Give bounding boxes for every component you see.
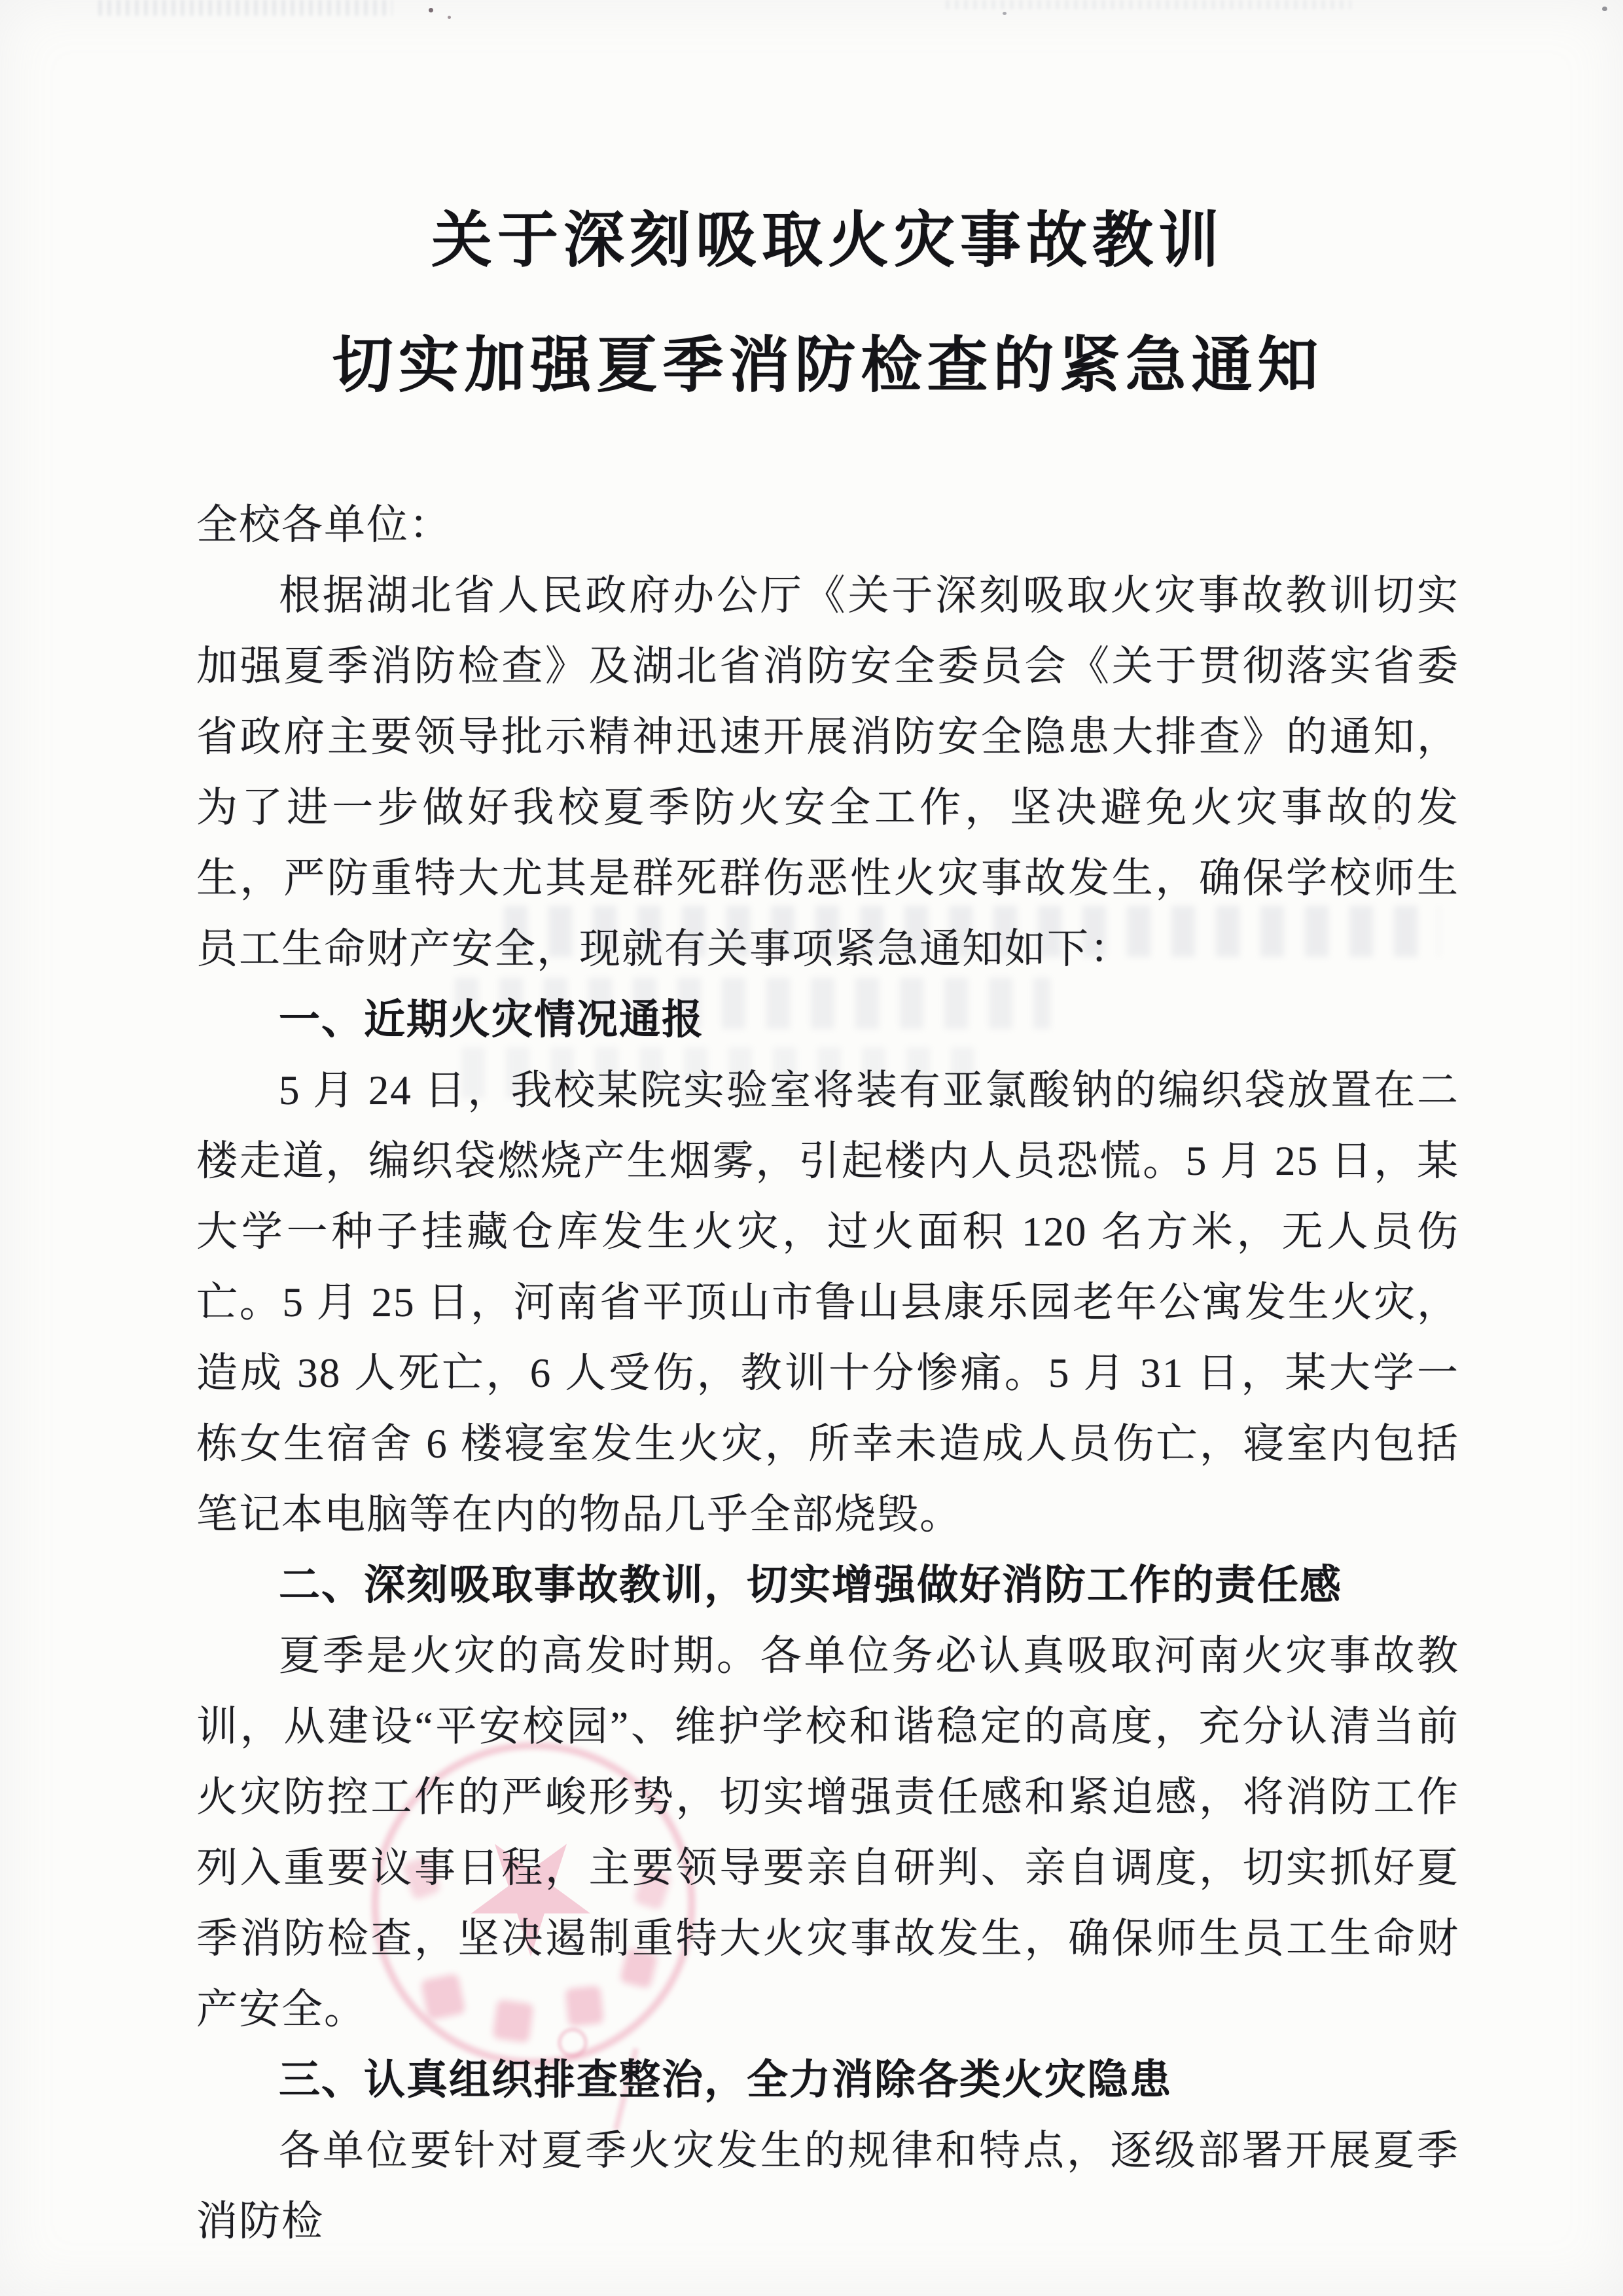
document-title-line-1: 关于深刻吸取火灾事故教训	[431, 207, 1224, 275]
paragraph-fire-incidents: 5 月 24 日，我校某院实验室将装有亚氯酸钠的编织袋放置在二楼走道，编织袋燃烧产生烟雾，引起楼内人员恐慌。5 月 25 日，某大学一种子挂藏仓库发生火灾，过火面积 120 名方米，无人员伤亡。5 月 25 日，河南省平顶山市鲁山县康乐园老年公寓发生火灾，造成 38 人死亡，6 人受伤，教训十分惨痛。5 月 31 日，某大学一栋女生宿舍 6 楼寝室发生火灾，所幸未造成人员伤亡，寝室内包括笔记本电脑等在内的物品几乎全部烧毁。	[196, 1067, 1459, 1537]
paragraph-responsibility: 夏季是火灾的高发时期。各单位务必认真吸取河南火灾事故教训，从建设“平安校园”、维护学校和谐稳定的高度，充分认清当前火灾防控工作的严峻形势，切实增强责任感和紧迫感，将消防工作列入重要议事日程，主要领导要亲自研判、亲自调度，切实抓好夏季消防检查，坚决遏制重特大火灾事故发生，确保师生员工生命财产安全。	[196, 1633, 1459, 2032]
scan-noise-band	[946, 0, 1351, 9]
scan-speck	[1602, 7, 1607, 11]
notice-document	[196, 207, 1459, 2257]
scan-speck	[1003, 12, 1007, 15]
section-heading-3: 三、认真组织排查整治，全力消除各类火灾隐患	[279, 2057, 1172, 2103]
document-body	[196, 490, 1459, 2257]
paragraph-inspection: 各单位要针对夏季火灾发生的规律和特点，逐级部署开展夏季消防检	[196, 2128, 1459, 2244]
scan-speck	[429, 8, 433, 12]
section-heading-1: 一、近期火灾情况通报	[279, 997, 704, 1043]
salutation: 全校各单位：	[196, 502, 452, 548]
document-title-line-2: 切实加强夏季消防检查的紧急通知	[332, 332, 1324, 400]
scan-noise-band	[98, 0, 393, 16]
section-heading-2: 二、深刻吸取事故教训，切实增强做好消防工作的责任感	[279, 1562, 1342, 1608]
scan-speck	[448, 16, 451, 19]
paragraph-intro: 根据湖北省人民政府办公厅《关于深刻吸取火灾事故教训切实加强夏季消防检查》及湖北省消防安全委员会《关于贯彻落实省委省政府主要领导批示精神迅速开展消防安全隐患大排查》的通知，为了进一步做好我校夏季防火安全工作，坚决避免火灾事故的发生，严防重特大尤其是群死群伤恶性火灾事故发生，确保学校师生员工生命财产安全，现就有关事项紧急通知如下：	[196, 573, 1459, 972]
